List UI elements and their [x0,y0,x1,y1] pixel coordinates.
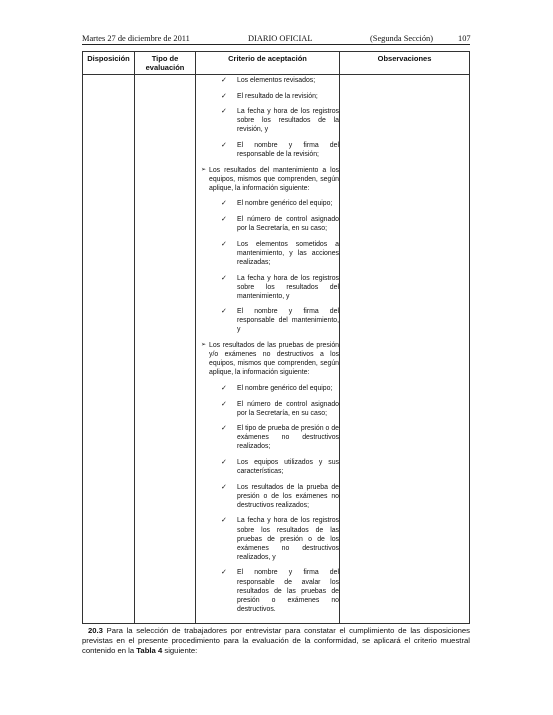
checkmark-icon: ✓ [221,141,227,149]
checkmark-icon: ✓ [221,400,227,408]
criterion-text: El nombre y firma del responsable del mantenimiento, y [237,308,339,334]
checkmark-icon: ✓ [221,517,227,525]
column-header-observaciones: Observaciones [377,54,432,63]
criterion-text: El tipo de prueba de presión o de exámenes no destructivos realizados; [237,425,339,451]
checkmark-icon: ✓ [221,308,227,316]
criterion-text: Los elementos revisados; [237,77,316,84]
criterion-text: El nombre genérico del equipo; [237,200,333,208]
column-header-criterio: Criterio de aceptación [228,54,307,63]
checklist-item [221,215,339,233]
checklist-item [221,458,339,476]
column-divider [195,52,196,623]
criterion-text: El nombre y firma del responsable de avalar los resultados de las pruebas de presión o exámenes no destructivos. [237,569,339,613]
criterion-text: El número de control asignado por la Secretaría, en su caso; [237,216,339,233]
criterion-text: La fecha y hora de los registros sobre los resultados del mantenimiento, y [237,274,339,300]
header-page-number: 107 [458,34,471,43]
criterion-text: El nombre y firma del responsable de la revisión; [237,141,339,159]
checklist-item [221,424,339,451]
checkmark-icon: ✓ [221,92,227,100]
column-divider [134,52,135,623]
checklist-item [221,274,339,301]
criterion-text: Los resultados de las pruebas de presión y/o exámenes no destructivos a los equipos, mismos que comprenden, según aplique, la información siguiente: [209,342,339,377]
checklist-item [221,384,339,393]
paragraph-text: Para la selección de trabajadores por entrevistar para constatar el cumplimiento de las disposiciones previstas en el presente procedimiento para la evaluación de la conformidad, se aplicará el criterio muestral contenido en la [82,626,470,655]
bullet-item [201,341,339,377]
arrow-bullet-icon: ➢ [201,342,207,349]
bullet-item [201,166,339,193]
checklist-item [221,141,339,159]
checklist-item [221,199,339,208]
checkmark-icon: ✓ [221,459,227,466]
section-paragraph [82,626,470,655]
table-reference: Tabla 4 [136,645,163,655]
checklist-item [221,76,339,85]
checkmark-icon: ✓ [221,240,227,248]
criterion-text: Los elementos sometidos a mantenimiento, y las acciones realizadas; [237,240,339,266]
checkmark-icon: ✓ [221,77,227,84]
checklist-item [221,92,339,101]
criterion-text: La fecha y hora de los registros sobre los resultados de la revisión, y [237,108,339,134]
column-header-disposicion: Disposición [87,54,130,63]
paragraph-number: 20.3 [88,626,103,635]
column-header-tipo-evaluacion: Tipo de evaluación [145,54,185,72]
evaluation-table [82,51,470,624]
checklist-item [221,400,339,418]
checkmark-icon: ✓ [221,108,227,116]
checkmark-icon: ✓ [221,425,227,433]
checkmark-icon: ✓ [221,384,227,392]
checkmark-icon: ✓ [221,200,227,208]
checklist-item [221,568,339,613]
column-divider [339,52,340,623]
criterion-text: Los resultados del mantenimiento a los equipos, mismos que comprenden, según aplique, la información siguiente: [209,166,339,192]
checklist-item [221,107,339,134]
header-publication: DIARIO OFICIAL [248,34,313,43]
criterion-text: El resultado de la revisión; [237,92,318,100]
checklist-item [221,483,339,510]
arrow-bullet-icon: ➢ [201,166,207,173]
header-row-divider [83,74,469,75]
checkmark-icon: ✓ [221,483,227,491]
checklist-item [221,307,339,334]
checkmark-icon: ✓ [221,216,227,224]
criteria-list [201,76,339,620]
checkmark-icon: ✓ [221,274,227,282]
criterion-text: Los equipos utilizados y sus características; [237,459,339,476]
header-section: (Segunda Sección) [370,34,434,43]
checklist-item [221,516,339,561]
criterion-text: El número de control asignado por la Secretaría, en su caso; [237,400,339,417]
criterion-text: Los resultados de la prueba de presión o de los exámenes no destructivos realizados; [237,483,339,509]
header-date: Martes 27 de diciembre de 2011 [82,34,190,43]
criterion-text: El nombre genérico del equipo; [237,384,333,392]
checkmark-icon: ✓ [221,569,227,577]
checklist-item [221,240,339,267]
header-rule [82,44,470,45]
criterion-text: La fecha y hora de los registros sobre los resultados de las pruebas de presión o de los exámenes no destructivos realizados, y [237,517,339,561]
paragraph-text-end: siguiente: [164,645,198,655]
